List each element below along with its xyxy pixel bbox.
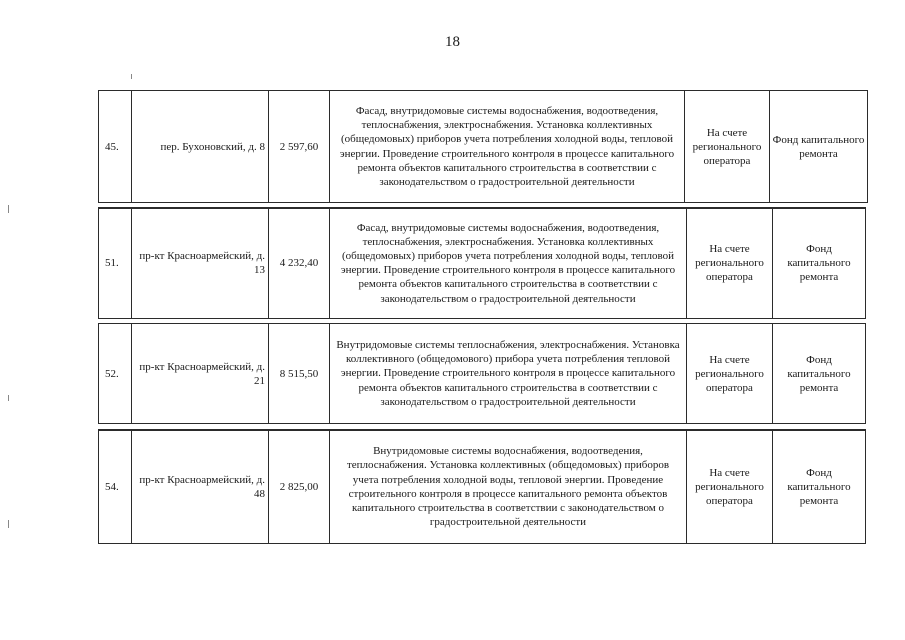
table-row bbox=[99, 430, 866, 543]
row-number: 51. bbox=[99, 208, 132, 318]
table-block bbox=[98, 207, 866, 319]
account-cell: На счете регионального оператора bbox=[687, 208, 773, 318]
row-number: 54. bbox=[99, 430, 132, 543]
cost-cell: 8 515,50 bbox=[269, 324, 330, 424]
cost-cell: 4 232,40 bbox=[269, 208, 330, 318]
scan-artifact bbox=[8, 520, 9, 528]
address-cell: пр-кт Красноармейский, д. 21 bbox=[132, 324, 269, 424]
address-cell: пр-кт Красноармейский, д. 48 bbox=[132, 430, 269, 543]
table-block bbox=[98, 90, 868, 203]
table-block bbox=[98, 323, 866, 424]
table-row bbox=[99, 91, 868, 203]
works-cell: Внутридомовые системы водоснабжения, водоотведения, теплоснабжения. Установка коллективных (общедомовых) приборов учета потребления холодной воды, тепловой энергии. Проведение строительного контроля в процессе капитального ремонта объектов капитального строительства в соответствии с законодательством о градостроительной деятельности bbox=[330, 430, 687, 543]
cost-cell: 2 825,00 bbox=[269, 430, 330, 543]
scan-artifact bbox=[8, 205, 9, 213]
fund-cell: Фонд капитального ремонта bbox=[773, 324, 866, 424]
works-cell: Фасад, внутридомовые системы водоснабжения, водоотведения, теплоснабжения, электроснабжения. Установка коллективных (общедомовых) приборов учета потребления холодной воды, тепловой энергии. Проведение строительного контроля в процессе капитального ремонта объектов капитального строительства в соответствии с законодательством о градостроительной деятельности bbox=[330, 91, 685, 203]
scan-artifact bbox=[8, 395, 9, 401]
fund-cell: Фонд капитального ремонта bbox=[770, 91, 868, 203]
fund-cell: Фонд капитального ремонта bbox=[773, 208, 866, 318]
address-cell: пер. Бухоновский, д. 8 bbox=[132, 91, 269, 203]
table-row bbox=[99, 324, 866, 424]
cost-cell: 2 597,60 bbox=[269, 91, 330, 203]
account-cell: На счете регионального оператора bbox=[685, 91, 770, 203]
works-cell: Фасад, внутридомовые системы водоснабжения, водоотведения, теплоснабжения, электроснабжения. Установка коллективных (общедомовых) приборов учета потребления холодной воды, тепловой энергии. Проведение строительного контроля в процессе капитального ремонта объектов капитального строительства в соответствии с законодательством о градостроительной деятельности bbox=[330, 208, 687, 318]
scan-artifact bbox=[131, 74, 132, 79]
fund-cell: Фонд капитального ремонта bbox=[773, 430, 866, 543]
table-row bbox=[99, 208, 866, 318]
page-number: 18 bbox=[445, 34, 460, 50]
works-cell: Внутридомовые системы теплоснабжения, электроснабжения. Установка коллективного (общедомового) прибора учета потребления тепловой энергии. Проведение строительного контроля в процессе капитального ремонта объектов капитального строительства в соответствии с законодательством о градостроительной деятельности bbox=[330, 324, 687, 424]
row-number: 52. bbox=[99, 324, 132, 424]
row-number: 45. bbox=[99, 91, 132, 203]
account-cell: На счете регионального оператора bbox=[687, 324, 773, 424]
account-cell: На счете регионального оператора bbox=[687, 430, 773, 543]
address-cell: пр-кт Красноармейский, д. 13 bbox=[132, 208, 269, 318]
table-block bbox=[98, 429, 866, 544]
